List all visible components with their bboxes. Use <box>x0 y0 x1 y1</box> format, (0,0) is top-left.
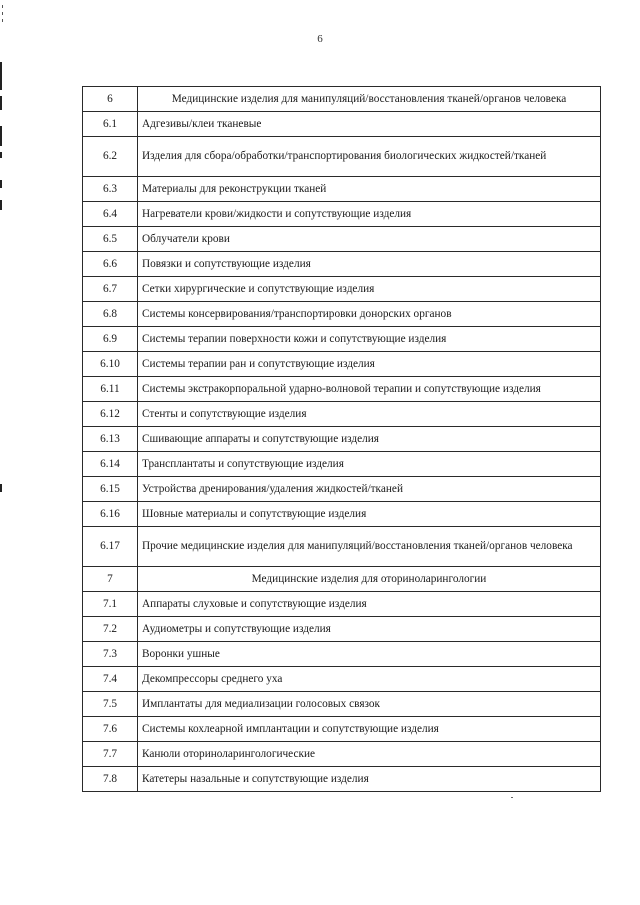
scan-dot <box>2 12 3 15</box>
row-number: 6.13 <box>83 427 138 452</box>
row-number: 7 <box>83 567 138 592</box>
row-number: 7.6 <box>83 717 138 742</box>
table-row <box>83 377 601 402</box>
section-title: Медицинские изделия для оториноларингологии <box>138 567 601 592</box>
row-description: Системы терапии ран и сопутствующие изделия <box>138 352 601 377</box>
row-number: 6.4 <box>83 202 138 227</box>
scan-mark <box>0 152 2 158</box>
row-description: Шовные материалы и сопутствующие изделия <box>138 502 601 527</box>
table-row <box>83 112 601 137</box>
table-row <box>83 302 601 327</box>
row-description: Нагреватели крови/жидкости и сопутствующие изделия <box>138 202 601 227</box>
row-description: Декомпрессоры среднего уха <box>138 667 601 692</box>
table-row <box>83 642 601 667</box>
table-row <box>83 177 601 202</box>
row-description: Системы терапии поверхности кожи и сопутствующие изделия <box>138 327 601 352</box>
row-number: 6.1 <box>83 112 138 137</box>
row-description: Имплантаты для медиализации голосовых связок <box>138 692 601 717</box>
section-title: Медицинские изделия для манипуляций/восстановления тканей/органов человека <box>138 87 601 112</box>
row-number: 6.12 <box>83 402 138 427</box>
table-row <box>83 352 601 377</box>
row-number: 6.7 <box>83 277 138 302</box>
table-row <box>83 527 601 567</box>
table-row <box>83 452 601 477</box>
table-row <box>83 427 601 452</box>
row-number: 6.8 <box>83 302 138 327</box>
table-row <box>83 402 601 427</box>
row-description: Повязки и сопутствующие изделия <box>138 252 601 277</box>
row-description: Материалы для реконструкции тканей <box>138 177 601 202</box>
row-number: 6.17 <box>83 527 138 567</box>
row-number: 6.5 <box>83 227 138 252</box>
table-row <box>83 227 601 252</box>
row-number: 6 <box>83 87 138 112</box>
row-description: Трансплантаты и сопутствующие изделия <box>138 452 601 477</box>
row-number: 6.14 <box>83 452 138 477</box>
scan-dot <box>2 5 3 8</box>
table-row <box>83 477 601 502</box>
row-number: 6.11 <box>83 377 138 402</box>
row-description: Системы консервирования/транспортировки донорских органов <box>138 302 601 327</box>
table-row <box>83 667 601 692</box>
table-row <box>83 277 601 302</box>
row-description: Канюли оториноларингологические <box>138 742 601 767</box>
table-row <box>83 592 601 617</box>
scan-dot <box>2 19 3 22</box>
row-number: 6.6 <box>83 252 138 277</box>
row-number: 6.15 <box>83 477 138 502</box>
table-row <box>83 692 601 717</box>
row-description: Аппараты слуховые и сопутствующие изделия <box>138 592 601 617</box>
row-number: 7.3 <box>83 642 138 667</box>
scan-speck <box>511 797 513 798</box>
medical-device-classification-table <box>82 86 601 792</box>
row-number: 7.4 <box>83 667 138 692</box>
scan-mark <box>0 62 2 90</box>
row-description: Аудиометры и сопутствующие изделия <box>138 617 601 642</box>
scan-mark <box>0 180 2 188</box>
table-row <box>83 327 601 352</box>
row-description: Системы экстракорпоральной ударно-волновой терапии и сопутствующие изделия <box>138 377 601 402</box>
scan-mark <box>0 126 2 146</box>
row-description: Облучатели крови <box>138 227 601 252</box>
table-row <box>83 502 601 527</box>
row-number: 7.7 <box>83 742 138 767</box>
row-number: 6.16 <box>83 502 138 527</box>
scan-mark <box>0 484 2 492</box>
row-number: 7.5 <box>83 692 138 717</box>
row-description: Прочие медицинские изделия для манипуляций/восстановления тканей/органов человека <box>138 527 601 567</box>
row-description: Адгезивы/клеи тканевые <box>138 112 601 137</box>
table-row <box>83 767 601 792</box>
scan-margin-marks <box>0 0 8 905</box>
row-description: Катетеры назальные и сопутствующие изделия <box>138 767 601 792</box>
row-description: Сшивающие аппараты и сопутствующие изделия <box>138 427 601 452</box>
row-number: 7.8 <box>83 767 138 792</box>
row-description: Сетки хирургические и сопутствующие изделия <box>138 277 601 302</box>
section-row <box>83 567 601 592</box>
row-number: 6.2 <box>83 137 138 177</box>
row-number: 6.9 <box>83 327 138 352</box>
section-row <box>83 87 601 112</box>
row-description: Стенты и сопутствующие изделия <box>138 402 601 427</box>
table-row <box>83 202 601 227</box>
row-number: 6.3 <box>83 177 138 202</box>
table-row <box>83 137 601 177</box>
table-row <box>83 617 601 642</box>
row-description: Воронки ушные <box>138 642 601 667</box>
scan-mark <box>0 200 2 210</box>
page-number: 6 <box>317 33 323 45</box>
row-description: Изделия для сбора/обработки/транспортирования биологических жидкостей/тканей <box>138 137 601 177</box>
table-row <box>83 742 601 767</box>
row-number: 7.2 <box>83 617 138 642</box>
row-number: 6.10 <box>83 352 138 377</box>
row-description: Устройства дренирования/удаления жидкостей/тканей <box>138 477 601 502</box>
row-description: Системы кохлеарной имплантации и сопутствующие изделия <box>138 717 601 742</box>
table-row <box>83 717 601 742</box>
scan-mark <box>0 96 2 110</box>
row-number: 7.1 <box>83 592 138 617</box>
table-row <box>83 252 601 277</box>
table-body <box>83 87 601 792</box>
